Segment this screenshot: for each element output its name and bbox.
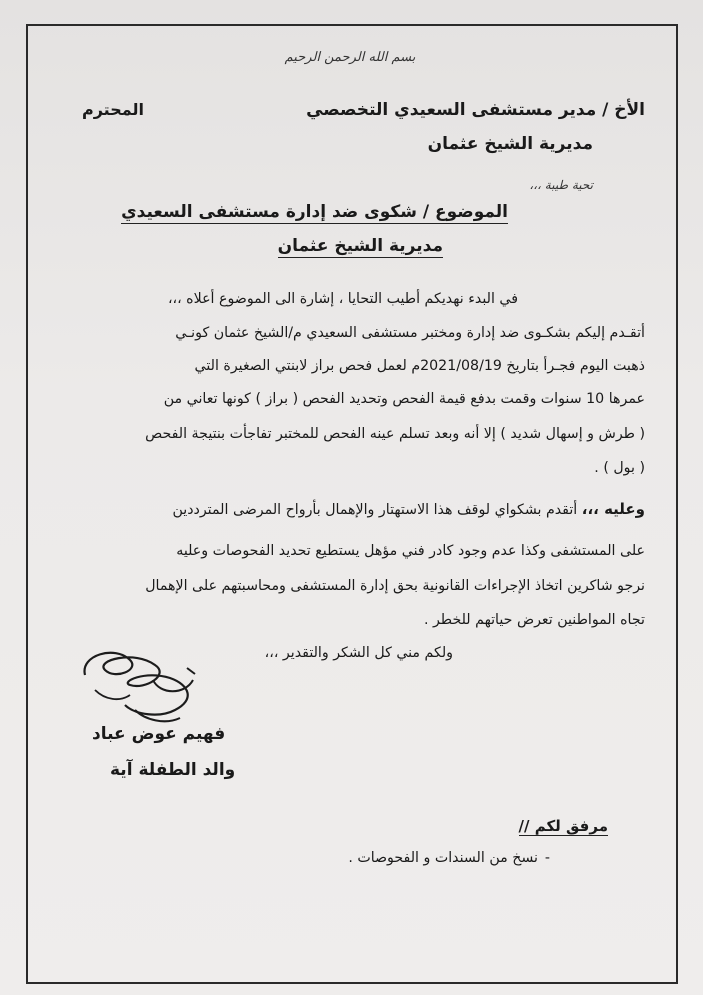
recipient-directorate: مديرية الشيخ عثمان	[427, 134, 593, 154]
body-line-7	[172, 500, 645, 518]
body-line-2: أتقـدم إليكم بشكـوى ضد إدارة ومختبر مستشفى السعيدي م/الشيخ عثمان كونـي	[175, 325, 645, 341]
signatory-name: فهيم عوض عباد	[92, 724, 226, 744]
closing-line: ولكم مني كل الشكر والتقدير ،،،	[264, 645, 453, 661]
greeting: تحية طيبة ،،،	[529, 178, 593, 192]
recipient-line: الأخ / مدير مستشفى السعيدي التخصصي	[306, 100, 645, 120]
body-line-10: تجاه المواطنين تعرض حياتهم للخطر .	[423, 612, 645, 628]
honorific: المحترم	[82, 100, 144, 119]
body-line-9: نرجو شاكرين اتخاذ الإجراءات القانونية بحق إدارة المستشفى ومحاسبتهم على الإهمال	[145, 578, 645, 594]
handwritten-signature	[75, 640, 215, 730]
body-line-3: ذهبت اليوم فجـرأ بتاريخ 2021/08/19م لعمل فحص براز لابنتي الصغيرة التي	[194, 358, 645, 374]
body-line-1: في البدء نهديكم أطيب التحايا ، إشارة الى الموضوع أعلاه ،،،	[167, 291, 518, 307]
attachment-bullet: -	[544, 850, 550, 866]
body-line-5: ( طرش و إسهال شديد ) إلا أنه وبعد تسلم عينه الفحص للمختبر تفاجأت بنتيجة الفحص	[145, 426, 645, 442]
attachment-item: نسخ من السندات و الفحوصات .	[348, 850, 538, 866]
body-line-4: عمرها 10 سنوات وقمت بدفع قيمة الفحص وتحديد الفحص ( براز ) كونها تعاني من	[163, 391, 645, 407]
body-line-7-text: أتقدم بشكواي لوقف هذا الاستهتار والإهمال بأرواح المرضى المترددين	[172, 502, 578, 518]
body-line-8: على المستشفى وكذا عدم وجود كادر فني مؤهل يستطيع تحديد الفحوصات وعليه	[176, 543, 645, 559]
subject-line: الموضوع / شكوى ضد إدارة مستشفى السعيدي	[121, 202, 508, 222]
therefore-keyword: وعليه ،،،	[581, 500, 645, 518]
signatory-title: والد الطفلة آية	[110, 760, 236, 780]
basmala: بسم الله الرحمن الرحيم	[284, 50, 416, 65]
subject-directorate: مديرية الشيخ عثمان	[277, 236, 443, 256]
body-line-6: ( بول ) .	[594, 460, 645, 476]
attachments-heading: مرفق لكم //	[518, 817, 608, 835]
